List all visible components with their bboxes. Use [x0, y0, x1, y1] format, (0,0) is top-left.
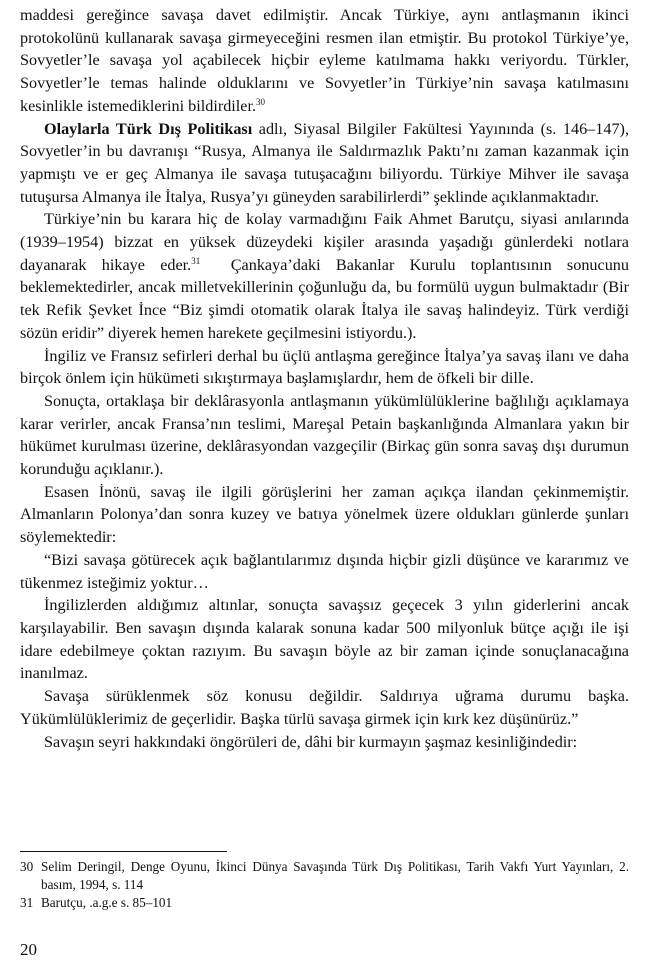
book-title: Olaylarla Türk Dış Politikası: [44, 119, 253, 138]
paragraph-9-quote: [20, 685, 629, 730]
footnote-ref-30[interactable]: 30: [256, 96, 266, 107]
footnote-divider: [20, 851, 227, 852]
paragraph-text: adlı, Siyasal Bilgiler Fakültesi Yayınında (s. 146–147), Sovyetler’in bu davranışı “Rusya, Almanya ile Saldırmazlık Paktı’nı zaman kazanmak için yapmıştı ve er geç Almanya ile savaşa tutuşacağını biliyordu. Türkiye Mihver ile savaşa tutuşursa Almanya ile İtalya, Rusya’yı güneyden sarabilirlerdi” şeklinde açıklanmaktadır.: [20, 119, 629, 206]
footnote-number: 30: [20, 859, 34, 874]
paragraph-text: İngilizlerden aldığımız altınlar, sonuçta savaşsız geçecek 3 yılın giderlerini ancak karşılayabilir. Ben savaşın dışında kalarak sonuna kadar 500 milyonluk bütçe açığı ile işi idare edebilmeye çoktan razıyım. Bu savaşın böyle az bir zaman içinde sonuçlanacağına inanılmaz.: [20, 596, 629, 683]
paragraph-5: [20, 390, 629, 481]
paragraph-text: Sonuçta, ortaklaşa bir deklârasyonla antlaşmanın yükümlülüklerine bağlılığı açıklamaya karar verirler, ancak Fransa’nın teslimi, Mareşal Petain başkanlığında Almanlara yakın bir hükümet kurulması üzerine, deklârasyondan vazgeçilir (Birkaç gün sonra savaş dışı durumun korunduğu açıklanır.).: [20, 391, 629, 479]
paragraph-text: Savaşa sürüklenmek söz konusu değildir. Saldırıya uğrama durumu başka. Yükümlülüklerimiz de geçerlidir. Başka türlü savaşa girmek için kırk kez düşünürüz.”: [20, 687, 629, 728]
paragraph-1: [20, 4, 629, 118]
paragraph-text: Esasen İnönü, savaş ile ilgili görüşlerini her zaman açıkça ilandan çekinmemiştir. Almanların Polonya’dan sonra kuzey ve batıya yönelmek üzere oldukları günlerde şunları söylemektedir:: [20, 482, 629, 547]
paragraph-7-quote: [20, 549, 629, 594]
paragraph-text: İngiliz ve Fransız sefirleri derhal bu üçlü antlaşma gereğince İtalya’ya savaş ilanı ve daha birçok önlem için hükümeti sıkıştırmaya başlamışlardır, hem de öfkeli bir dille.: [20, 346, 629, 388]
paragraph-2: [20, 118, 629, 209]
footnotes: [20, 858, 629, 912]
paragraph-text-continued: Çankaya’daki Bakanlar Kurulu toplantısının sonucunu beklemektedirler, ancak milletvekillerinin çoğunluğu da, bu formülü uygun bulmaktadır (Bir tek Refik Şevket İnce “Biz şimdi otomatik olarak İtalya ile savaş halindeyiz. Türk verdiği sözün eridir” diyerek hemen harekete geçilmesini istiyordu.).: [20, 255, 634, 342]
paragraph-text: Savaşın seyri hakkındaki öngörüleri de, dâhi bir kurmayın şaşmaz kesinliğindedir:: [44, 732, 578, 751]
page-body: [20, 4, 634, 753]
footnote-text: Barutçu, .a.g.e s. 85–101: [41, 895, 173, 910]
page-number: 20: [20, 940, 37, 959]
footnote-ref-31[interactable]: 31: [191, 255, 201, 266]
paragraph-text: “Bizi savaşa götürecek açık bağlantılarımız dışında hiçbir gizli düşünce ve kararımız ve tükenmez isteğimiz yoktur…: [20, 550, 629, 592]
paragraph-10: [20, 731, 629, 754]
paragraph-6: [20, 481, 629, 549]
paragraph-text: Türkiye’nin bu karara hiç de kolay varmadığını Faik Ahmet Barutçu, siyasi anılarında (1939–1954) bizzat en yüksek düzeydeki kişiler arasında yaşadığı günlerdeki notlara dayanarak hikaye eder.: [20, 210, 629, 274]
footnote-number: 31: [20, 895, 34, 910]
footnote-30: [20, 858, 629, 894]
footnote-text: Selim Deringil, Denge Oyunu, İkinci Dünya Savaşında Türk Dış Politikası, Tarih Vakfı Yurt Yayınları, 2. basım, 1994, s. 114: [41, 859, 629, 892]
footnote-31: [20, 894, 629, 912]
paragraph-3: [20, 208, 634, 344]
paragraph-text: maddesi gereğince savaşa davet edilmiştir. Ancak Türkiye, aynı antlaşmanın ikinci protokolünü kullanarak savaşa girmeyeceğini resmen ilan etmiştir. Bu protokol Türkiye’ye, Sovyetler’le savaşa yol açabilecek hiçbir eyleme katılmama hakkı veriyordu. Türkler, Sovyetler’le temas halinde olduklarını ve Sovyetler’in Türkiye’nin savaşa katılmasını kesinlikle istemediklerini bildirdiler.: [20, 6, 629, 115]
paragraph-4: [20, 345, 629, 390]
paragraph-8-quote: [20, 594, 629, 685]
